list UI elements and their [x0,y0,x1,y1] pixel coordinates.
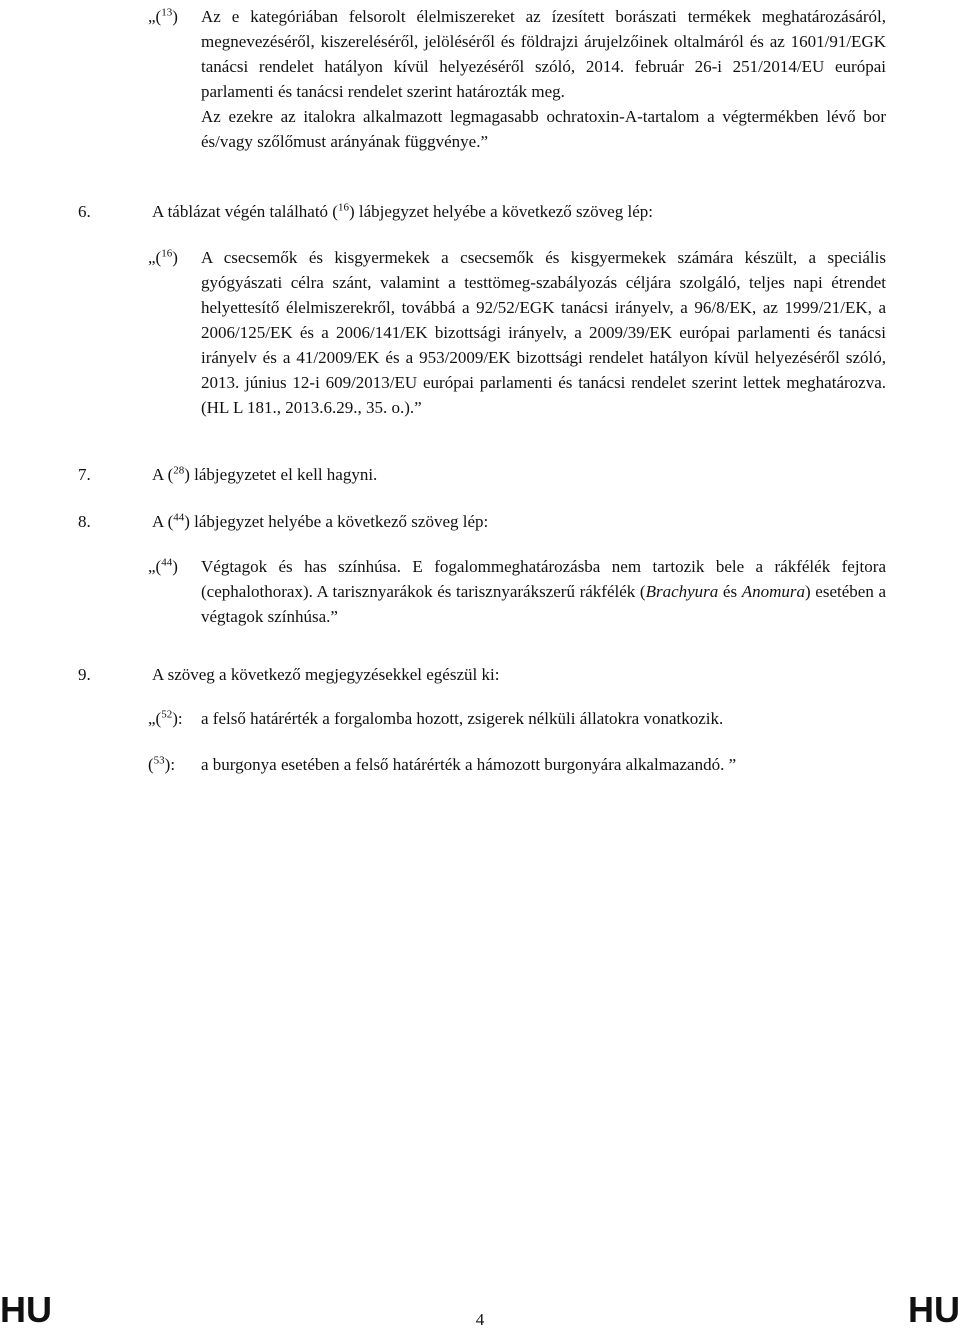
footnote-53 [148,752,886,777]
footnote-ref: 53 [153,754,165,767]
footnote-44-text: Végtagok és has színhúsa. E fogalommeghatározásba nem tartozik bele a rákfélék fejtora (cephalothorax). A tarisznyarákok és tarisznyarákszerű rákfélék (Brachyura és Anomura) esetében a végtagok színhúsa.” [201,557,886,626]
footnote-16-marker: „($^{16}$) [148,247,178,267]
footnote-16 [148,245,886,420]
amendment-item-7 [78,462,377,487]
footnote-13-marker: „($^{13}$) [148,6,178,26]
item-number: 9. [78,665,91,684]
item-number: 8. [78,512,91,531]
footnote-52 [148,706,886,731]
footnote-ref: 52 [161,708,173,721]
item-text: A ($^{44}$) lábjegyzet helyébe a következő szöveg lép: [152,511,489,531]
footnote-53-marker: ($^{53}$): [148,754,176,774]
footnote-ref: 28 [173,464,185,477]
item-text: A táblázat végén található ($^{16}$) lábjegyzet helyébe a következő szöveg lép: [152,201,653,221]
item-number: 7. [78,465,91,484]
footnote-ref: 16 [337,201,349,214]
footnote-ref: 44 [161,556,173,569]
footnote-ref: 16 [161,247,173,260]
footnote-52-text: a felső határérték a forgalomba hozott, zsigerek nélküli állatokra vonatkozik. [201,709,724,728]
footnote-16-text: A csecsemők és kisgyermekek a csecsemők és kisgyermekek számára készült, a speciális gyógyászati célra szánt, valamint a testtömeg-szabályozás céljára szolgáló, teljes napi étrendet helyettesítő élelmiszerekről, továbbá a 92/52/EGK tanácsi irányelv, a 96/8/EK, az 1999/21/EK, a 2006/125/EK és a 2006/141/EK bizottsági irányelv, a 2009/39/EK európai parlamenti és tanácsi irányelv és a 41/2009/EK és a 953/2009/EK bizottsági rendelet hatályon kívül helyezéséről szóló, 2013. június 12-i 609/2013/EU európai parlamenti és tanácsi rendelet szerint lettek meghatározva. (HL L 181., 2013.6.29., 35. o.).” [201,248,886,417]
item-number: 6. [78,202,91,221]
footnote-ref: 13 [161,6,173,19]
footnote-52-marker: „($^{52}$): [148,708,183,728]
footnote-13-paragraph-2: Az ezekre az italokra alkalmazott legmagasabb ochratoxin-A-tartalom a végtermékben lévő bor és/vagy szőlőmust arányának függvénye.” [201,107,886,151]
footer-language-left: HU [0,1289,52,1330]
footnote-ref: 44 [173,511,185,524]
amendment-item-6 [78,199,653,224]
footnote-53-text: a burgonya esetében a felső határérték a hámozott burgonyára alkalmazandó. ” [201,755,737,774]
amendment-item-9 [78,662,499,687]
item-text: A szöveg a következő megjegyzésekkel egészül ki: [152,665,500,684]
page-number: 4 [475,1310,485,1329]
footnote-44 [148,554,886,629]
amendment-item-8 [78,509,488,534]
item-text: A ($^{28}$) lábjegyzetet el kell hagyni. [152,464,378,484]
footnote-13-paragraph-1: Az e kategóriában felsorolt élelmiszereket az ízesített borászati termékek meghatározásáról, megnevezéséről, kiszereléséről, jelöléséről és földrajzi árujelzőinek oltalmáról és az 1601/91/EGK tanácsi rendelet hatályon kívül helyezéséről szóló, 2014. február 26-i 251/2014/EU európai parlamenti és tanácsi rendelet szerint határozták meg. [201,7,886,101]
footnote-44-marker: „($^{44}$) [148,556,178,576]
footer-language-right: HU [908,1289,960,1330]
footnote-13 [148,4,886,154]
